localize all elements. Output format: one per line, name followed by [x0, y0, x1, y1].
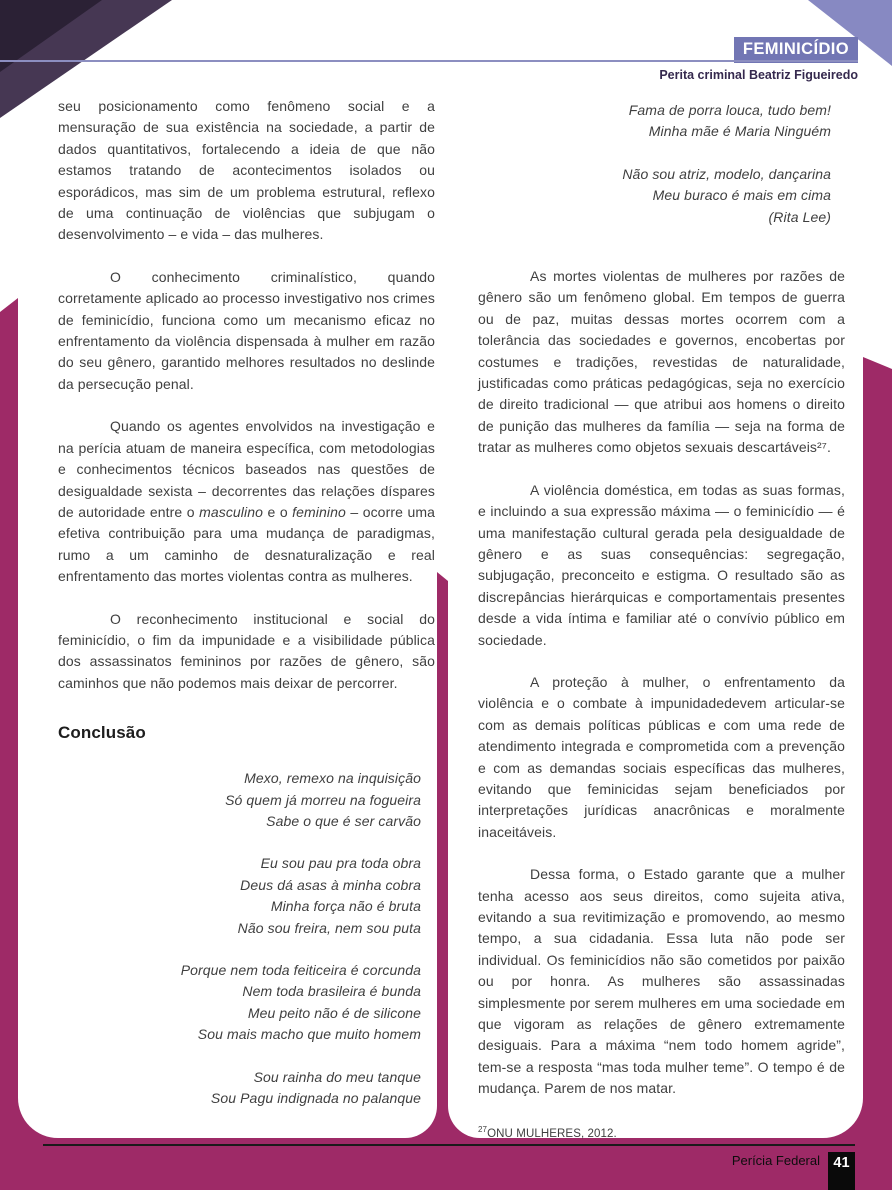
- paragraph: Dessa forma, o Estado garante que a mulher tenha acesso aos seus direitos, como sujeita ativa, evitando a sua revitimização e promovendo, ao mesmo tempo, a sua cidadania. Essa luta não pode ser individual. Os feminicídios não são cometidos por paixão ou por honra. As mulheres são assassinadas simplesmente por serem mulheres em uma sociedade em que vigoram as relações de gênero extremamente desiguais. Para a máxima “nem todo homem agride”, tem-se a resposta “mas toda mulher teme”. O tempo é de mudança. Parem de nos matar.: [478, 866, 845, 1097]
- poem-line: Sou mais macho que muito homem: [197, 1026, 421, 1043]
- poem: [58, 768, 435, 1109]
- poem-line: Meu buraco é mais em cima: [652, 187, 831, 204]
- poem-line: Nem toda brasileira é bunda: [242, 983, 421, 1000]
- decor-right-magenta-strip: [863, 357, 892, 1190]
- right-column: [478, 100, 845, 1143]
- poem-line: Não sou atriz, modelo, dançarina: [622, 165, 831, 182]
- paragraph: [58, 416, 435, 587]
- poem-line: Deus dá asas à minha cobra: [240, 876, 421, 893]
- poem-line: Meu peito não é de silicone: [247, 1004, 421, 1021]
- epigraph-stanza: [478, 164, 831, 228]
- poem-stanza: [58, 960, 421, 1046]
- header-rule: [0, 60, 858, 62]
- poem-line: Mexo, remexo na inquisição: [244, 770, 421, 787]
- poem-stanza: [58, 1067, 421, 1110]
- paragraph: O reconhecimento institucional e social do feminicídio, o fim da impunidade e a visibilidade pública dos assassinatos femininos por razões de gênero, são caminhos que não podemos mais deixar de percorrer.: [58, 610, 435, 691]
- poem-line: Minha força não é bruta: [270, 898, 421, 915]
- poem-line: Sabe o que é ser carvão: [266, 812, 421, 829]
- author-byline: Perita criminal Beatriz Figueiredo: [659, 68, 858, 82]
- poem-line: Fama de porra louca, tudo bem!: [628, 102, 831, 118]
- poem-line: Porque nem toda feiticeira é corcunda: [180, 962, 421, 978]
- poem-line: Minha mãe é Maria Ninguém: [648, 123, 831, 140]
- epigraph: [478, 100, 845, 228]
- conclusion-heading: Conclusão: [58, 723, 146, 743]
- paragraph: As mortes violentas de mulheres por razões de gênero são um fenômeno global. Em tempos de guerra ou de paz, muitas dessas mortes ocorrem com a tolerância das sociedades e governos, encobertas por costumes e tradições, revestidas de naturalidade, justificadas como práticas pedagógicas, seja no exercício de direito tradicional — que atribui aos homens o direito de punição das mulheres da família — seja na forma de tratar as mulheres como objetos sexuais descartáveis²⁷.: [478, 268, 845, 456]
- decor-left-magenta-strip: [0, 298, 18, 1190]
- footnote: [478, 1124, 845, 1143]
- left-column: [58, 96, 435, 1130]
- italic-term: feminino: [292, 503, 346, 520]
- poem-line: Eu sou pau pra toda obra: [260, 855, 421, 872]
- footer-rule: [43, 1144, 855, 1146]
- poem-line: Sou rainha do meu tanque: [253, 1068, 421, 1085]
- page-number-badge: 41: [828, 1152, 855, 1190]
- poem-line: Só quem já morreu na fogueira: [225, 791, 421, 808]
- italic-term: masculino: [199, 503, 264, 520]
- paragraph: O conhecimento criminalístico, quando corretamente aplicado ao processo investigativo nos crimes de feminicídio, funciona como um mecanismo eficaz no enfrentamento da violência dispensada à mulher em razão do seu gênero, garantido melhores resultados no deslinde da persecução penal.: [58, 268, 435, 392]
- poem-line: Sou Pagu indignada no palanque: [210, 1090, 421, 1107]
- paragraph-text: – ocorre uma efetiva contribuição para uma mudança de paradigmas, rumo a um caminho de desnaturalização e real enfrentamento das mortes violentas contra as mulheres.: [58, 503, 435, 585]
- paragraph-text: e o: [263, 503, 293, 520]
- poem-line: Não sou freira, nem sou puta: [237, 919, 421, 936]
- paragraph: A proteção à mulher, o enfrentamento da violência e o combate à impunidadedevem articular-se com as demais políticas públicas e com uma rede de atendimento integrada e comprometida com a prevenção e com as demandas sociais específicas das mulheres, evitando que feminicidas sejam beneficiados por interpretações jurídicas anacrônicas e moralmente inaceitáveis.: [478, 673, 845, 840]
- section-badge: FEMINICÍDIO: [734, 37, 858, 63]
- epigraph-stanza: [478, 100, 831, 143]
- poem-stanza: [58, 768, 421, 832]
- poem-stanza: [58, 853, 421, 939]
- paragraph: A violência doméstica, em todas as suas formas, e incluindo a sua expressão máxima — o feminicídio — é uma manifestação cultural gerada pela desigualdade de gênero e as suas consequências: segregação, subjugação, preconceito e estigma. O resultado são as discrepâncias hierárquicas e comportamentais presentes desde a vida íntima e familiar até o convívio público em sociedade.: [478, 481, 845, 648]
- poem-attribution: (Rita Lee): [768, 208, 831, 225]
- publication-name: Perícia Federal: [731, 1153, 820, 1168]
- paragraph-text: Quando os agentes envolvidos na investigação e na perícia atuam de maneira específica, com metodologias e conhecimentos técnicos baseados nas questões de desigualdade sexista – decorrentes das relações díspares de autoridade entre o: [58, 418, 435, 520]
- footnote-text: ONU MULHERES, 2012.: [487, 1127, 617, 1140]
- paragraph: seu posicionamento como fenômeno social e a mensuração de sua existência na sociedade, a partir de dados quantitativos, fortalecendo a ideia de que não estamos tratando de acontecimentos isolados ou esporádicos, mas sim de um problema estrutural, reflexo de uma continuação de violências que subjugam o desenvolvimento – e vida – das mulheres.: [58, 98, 435, 243]
- footnote-marker: 27: [478, 1124, 488, 1134]
